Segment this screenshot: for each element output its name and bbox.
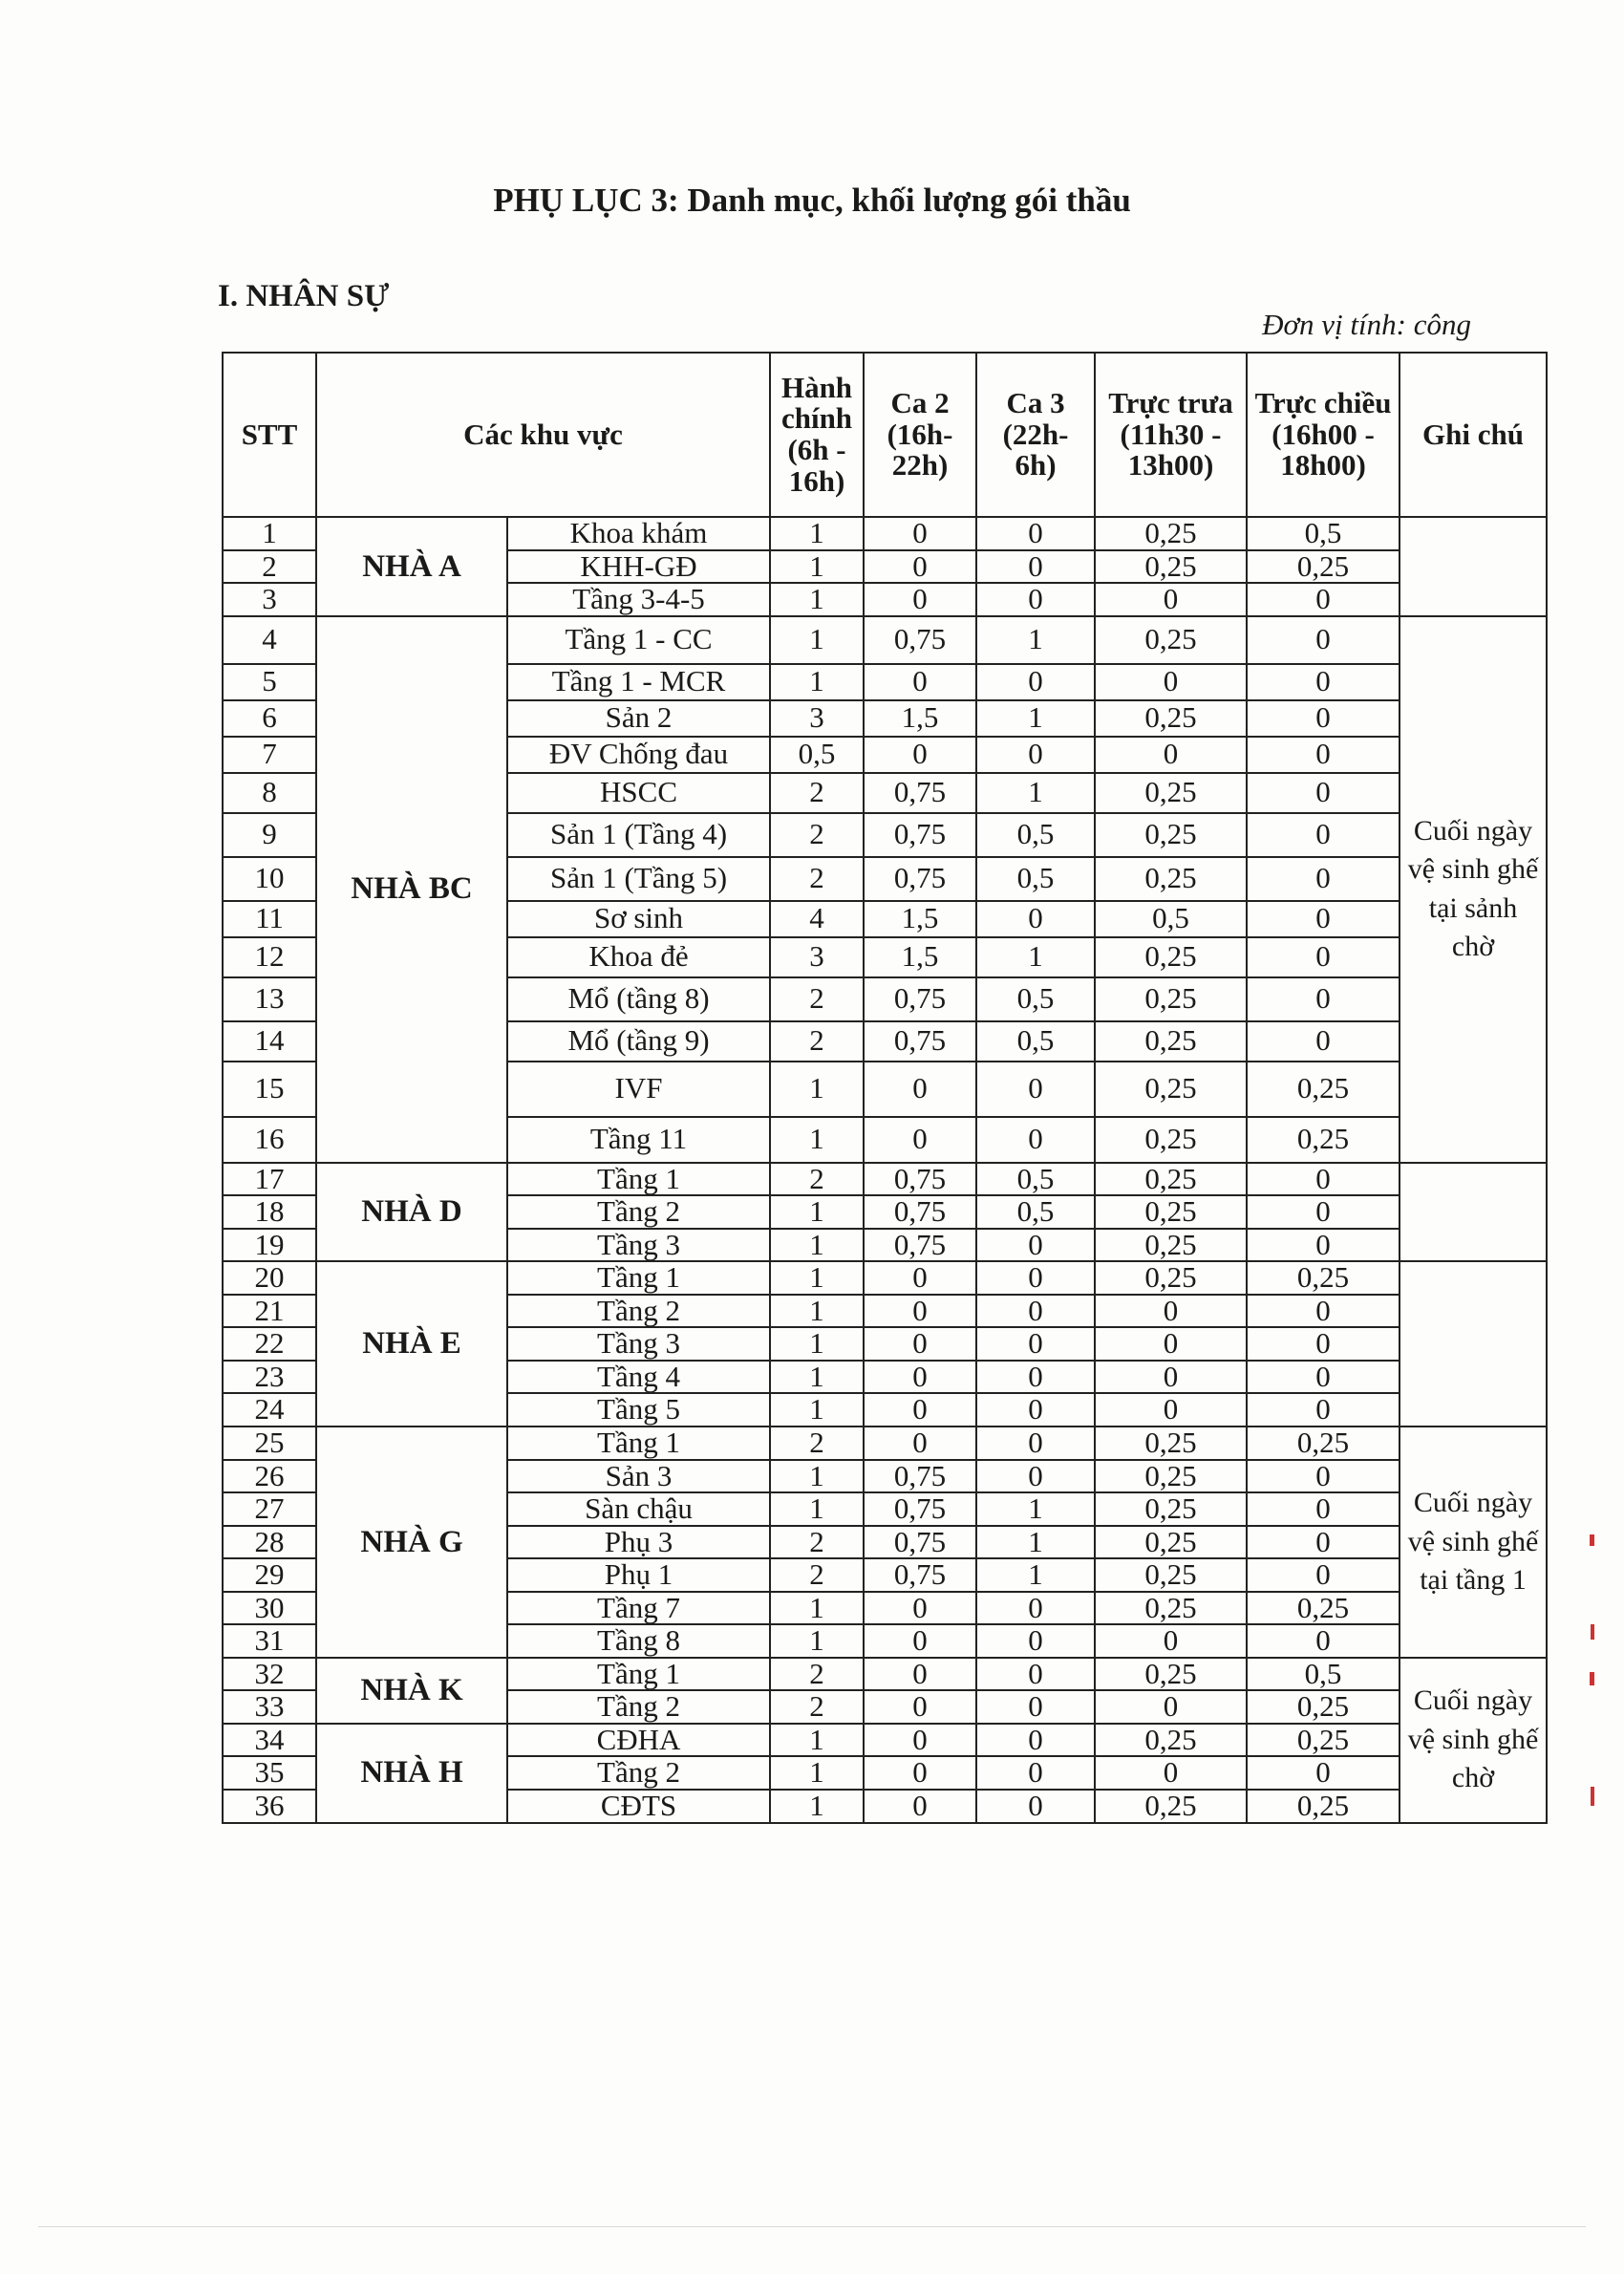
row-area: Tầng 11 bbox=[507, 1117, 770, 1163]
row-stt: 25 bbox=[223, 1427, 316, 1460]
building-name: NHÀ D bbox=[316, 1163, 507, 1262]
row-hanh-chinh: 1 bbox=[770, 1229, 864, 1262]
row-stt: 34 bbox=[223, 1724, 316, 1757]
row-area: KHH-GĐ bbox=[507, 550, 770, 584]
row-note: Cuối ngày vệ sinh ghế tại sảnh chờ bbox=[1400, 616, 1547, 1163]
row-ca-3: 0 bbox=[976, 1062, 1095, 1117]
row-note bbox=[1400, 517, 1547, 616]
row-hanh-chinh: 3 bbox=[770, 937, 864, 977]
row-area: Tầng 2 bbox=[507, 1756, 770, 1790]
row-truc-chieu: 0 bbox=[1247, 1393, 1400, 1427]
row-hanh-chinh: 1 bbox=[770, 1592, 864, 1625]
row-truc-chieu: 0,25 bbox=[1247, 1690, 1400, 1724]
header-ca-3: Ca 3 (22h- 6h) bbox=[976, 353, 1095, 517]
row-truc-chieu: 0,25 bbox=[1247, 550, 1400, 584]
row-hanh-chinh: 3 bbox=[770, 700, 864, 737]
header-ca-2: Ca 2 (16h- 22h) bbox=[864, 353, 976, 517]
row-hanh-chinh: 2 bbox=[770, 1526, 864, 1559]
row-hanh-chinh: 2 bbox=[770, 773, 864, 813]
row-truc-trua: 0 bbox=[1095, 1690, 1247, 1724]
row-truc-trua: 0,5 bbox=[1095, 901, 1247, 937]
row-ca-3: 0 bbox=[976, 1724, 1095, 1757]
row-ca-3: 1 bbox=[976, 1526, 1095, 1559]
row-ca-3: 0,5 bbox=[976, 1021, 1095, 1062]
row-ca-2: 0 bbox=[864, 1592, 976, 1625]
page-title: PHỤ LỤC 3: Danh mục, khối lượng gói thầu bbox=[493, 182, 1131, 219]
row-stt: 21 bbox=[223, 1295, 316, 1328]
row-truc-chieu: 0,25 bbox=[1247, 1790, 1400, 1823]
row-hanh-chinh: 1 bbox=[770, 1327, 864, 1361]
row-truc-chieu: 0,25 bbox=[1247, 1427, 1400, 1460]
row-stt: 27 bbox=[223, 1492, 316, 1526]
table-header-row bbox=[223, 353, 1547, 517]
row-note: Cuối ngày vệ sinh ghế tại tầng 1 bbox=[1400, 1427, 1547, 1658]
row-area: Sản 1 (Tầng 5) bbox=[507, 857, 770, 901]
row-area: Tầng 7 bbox=[507, 1592, 770, 1625]
row-truc-trua: 0,25 bbox=[1095, 857, 1247, 901]
row-truc-trua: 0,25 bbox=[1095, 550, 1247, 584]
row-area: Tầng 1 bbox=[507, 1261, 770, 1295]
row-stt: 8 bbox=[223, 773, 316, 813]
row-stt: 9 bbox=[223, 813, 316, 857]
row-hanh-chinh: 2 bbox=[770, 977, 864, 1021]
row-hanh-chinh: 1 bbox=[770, 1117, 864, 1163]
row-truc-trua: 0,25 bbox=[1095, 1658, 1247, 1691]
row-ca-3: 0 bbox=[976, 901, 1095, 937]
row-area: Phụ 3 bbox=[507, 1526, 770, 1559]
table-row bbox=[223, 1427, 1547, 1460]
row-ca-2: 0 bbox=[864, 1756, 976, 1790]
row-ca-3: 1 bbox=[976, 616, 1095, 664]
row-truc-trua: 0 bbox=[1095, 1624, 1247, 1658]
row-stt: 13 bbox=[223, 977, 316, 1021]
row-truc-trua: 0,25 bbox=[1095, 813, 1247, 857]
row-hanh-chinh: 4 bbox=[770, 901, 864, 937]
row-truc-trua: 0,25 bbox=[1095, 517, 1247, 550]
row-ca-3: 0,5 bbox=[976, 1163, 1095, 1196]
row-note bbox=[1400, 1163, 1547, 1262]
red-ink-mark bbox=[1591, 1624, 1594, 1640]
row-truc-trua: 0 bbox=[1095, 1393, 1247, 1427]
row-ca-2: 0 bbox=[864, 583, 976, 616]
table-body bbox=[223, 517, 1547, 1823]
row-ca-2: 1,5 bbox=[864, 700, 976, 737]
row-ca-2: 0 bbox=[864, 1427, 976, 1460]
row-truc-trua: 0 bbox=[1095, 1327, 1247, 1361]
row-truc-trua: 0,25 bbox=[1095, 1492, 1247, 1526]
row-truc-chieu: 0 bbox=[1247, 1756, 1400, 1790]
row-ca-3: 1 bbox=[976, 937, 1095, 977]
row-truc-trua: 0 bbox=[1095, 737, 1247, 773]
building-name: NHÀ E bbox=[316, 1261, 507, 1427]
row-ca-3: 1 bbox=[976, 700, 1095, 737]
row-truc-chieu: 0,5 bbox=[1247, 517, 1400, 550]
row-truc-trua: 0,25 bbox=[1095, 1460, 1247, 1493]
row-ca-2: 0,75 bbox=[864, 1526, 976, 1559]
row-stt: 18 bbox=[223, 1195, 316, 1229]
table-row bbox=[223, 1658, 1547, 1691]
row-stt: 17 bbox=[223, 1163, 316, 1196]
row-area: Tầng 2 bbox=[507, 1690, 770, 1724]
row-truc-trua: 0,25 bbox=[1095, 1062, 1247, 1117]
header-truc-trua: Trực trưa (11h30 - 13h00) bbox=[1095, 353, 1247, 517]
row-truc-trua: 0,25 bbox=[1095, 1261, 1247, 1295]
row-ca-2: 0 bbox=[864, 1261, 976, 1295]
row-truc-trua: 0 bbox=[1095, 1756, 1247, 1790]
row-area: Tầng 5 bbox=[507, 1393, 770, 1427]
row-hanh-chinh: 1 bbox=[770, 550, 864, 584]
row-stt: 36 bbox=[223, 1790, 316, 1823]
row-ca-2: 0 bbox=[864, 1117, 976, 1163]
row-stt: 29 bbox=[223, 1558, 316, 1592]
table-row bbox=[223, 517, 1547, 550]
row-stt: 4 bbox=[223, 616, 316, 664]
row-ca-2: 0,75 bbox=[864, 1163, 976, 1196]
row-truc-chieu: 0,25 bbox=[1247, 1592, 1400, 1625]
row-stt: 24 bbox=[223, 1393, 316, 1427]
row-ca-2: 0,75 bbox=[864, 1195, 976, 1229]
row-hanh-chinh: 0,5 bbox=[770, 737, 864, 773]
row-ca-2: 0 bbox=[864, 1295, 976, 1328]
row-area: Khoa khám bbox=[507, 517, 770, 550]
row-stt: 10 bbox=[223, 857, 316, 901]
building-name: NHÀ H bbox=[316, 1724, 507, 1823]
row-area: Khoa đẻ bbox=[507, 937, 770, 977]
row-note bbox=[1400, 1261, 1547, 1427]
header-hanh-chinh: Hành chính (6h - 16h) bbox=[770, 353, 864, 517]
row-ca-2: 0 bbox=[864, 1062, 976, 1117]
row-area: Mổ (tầng 8) bbox=[507, 977, 770, 1021]
row-hanh-chinh: 1 bbox=[770, 1460, 864, 1493]
row-hanh-chinh: 1 bbox=[770, 1261, 864, 1295]
row-truc-chieu: 0 bbox=[1247, 937, 1400, 977]
row-truc-trua: 0,25 bbox=[1095, 1790, 1247, 1823]
row-truc-trua: 0 bbox=[1095, 1361, 1247, 1394]
row-stt: 1 bbox=[223, 517, 316, 550]
row-truc-chieu: 0 bbox=[1247, 857, 1400, 901]
red-ink-mark bbox=[1591, 1787, 1594, 1806]
row-truc-chieu: 0 bbox=[1247, 1163, 1400, 1196]
row-area: Tầng 1 - MCR bbox=[507, 664, 770, 700]
unit-note: Đơn vị tính: công bbox=[1262, 308, 1471, 341]
row-ca-3: 0,5 bbox=[976, 857, 1095, 901]
row-area: Sản 2 bbox=[507, 700, 770, 737]
row-truc-chieu: 0 bbox=[1247, 700, 1400, 737]
row-truc-chieu: 0,5 bbox=[1247, 1658, 1400, 1691]
row-hanh-chinh: 1 bbox=[770, 1393, 864, 1427]
row-area: Mổ (tầng 9) bbox=[507, 1021, 770, 1062]
row-ca-3: 1 bbox=[976, 773, 1095, 813]
row-ca-3: 1 bbox=[976, 1492, 1095, 1526]
row-ca-2: 0,75 bbox=[864, 977, 976, 1021]
row-ca-2: 0 bbox=[864, 664, 976, 700]
row-stt: 15 bbox=[223, 1062, 316, 1117]
row-ca-3: 0,5 bbox=[976, 977, 1095, 1021]
row-hanh-chinh: 1 bbox=[770, 664, 864, 700]
row-hanh-chinh: 2 bbox=[770, 1558, 864, 1592]
row-ca-3: 0 bbox=[976, 1790, 1095, 1823]
row-truc-trua: 0,25 bbox=[1095, 700, 1247, 737]
row-stt: 3 bbox=[223, 583, 316, 616]
row-stt: 14 bbox=[223, 1021, 316, 1062]
row-area: Tầng 3-4-5 bbox=[507, 583, 770, 616]
row-truc-chieu: 0 bbox=[1247, 737, 1400, 773]
row-truc-chieu: 0 bbox=[1247, 1229, 1400, 1262]
row-ca-2: 0,75 bbox=[864, 813, 976, 857]
row-ca-3: 0 bbox=[976, 1756, 1095, 1790]
row-truc-chieu: 0 bbox=[1247, 1021, 1400, 1062]
row-area: IVF bbox=[507, 1062, 770, 1117]
row-truc-trua: 0,25 bbox=[1095, 1195, 1247, 1229]
row-area: CĐTS bbox=[507, 1790, 770, 1823]
section-heading: I. NHÂN SỰ bbox=[218, 279, 390, 313]
row-ca-3: 0 bbox=[976, 1624, 1095, 1658]
row-truc-trua: 0,25 bbox=[1095, 977, 1247, 1021]
row-truc-chieu: 0 bbox=[1247, 1558, 1400, 1592]
row-area: Tầng 3 bbox=[507, 1327, 770, 1361]
header-stt: STT bbox=[223, 353, 316, 517]
row-stt: 23 bbox=[223, 1361, 316, 1394]
row-area: Tầng 3 bbox=[507, 1229, 770, 1262]
row-stt: 35 bbox=[223, 1756, 316, 1790]
row-truc-trua: 0,25 bbox=[1095, 1117, 1247, 1163]
table-row bbox=[223, 1261, 1547, 1295]
row-truc-trua: 0,25 bbox=[1095, 1427, 1247, 1460]
row-ca-2: 0 bbox=[864, 1361, 976, 1394]
row-area: Tầng 4 bbox=[507, 1361, 770, 1394]
staffing-table bbox=[222, 352, 1548, 1824]
row-area: Sơ sinh bbox=[507, 901, 770, 937]
row-area: Tầng 1 bbox=[507, 1658, 770, 1691]
row-area: Sản 3 bbox=[507, 1460, 770, 1493]
row-truc-chieu: 0 bbox=[1247, 901, 1400, 937]
row-stt: 28 bbox=[223, 1526, 316, 1559]
row-ca-2: 0 bbox=[864, 1658, 976, 1691]
red-ink-mark bbox=[1590, 1672, 1594, 1685]
row-truc-chieu: 0,25 bbox=[1247, 1062, 1400, 1117]
row-area: Phụ 1 bbox=[507, 1558, 770, 1592]
row-ca-2: 0,75 bbox=[864, 616, 976, 664]
row-ca-3: 0 bbox=[976, 1658, 1095, 1691]
row-ca-3: 0 bbox=[976, 583, 1095, 616]
header-ghi-chu: Ghi chú bbox=[1400, 353, 1547, 517]
row-truc-chieu: 0 bbox=[1247, 583, 1400, 616]
row-truc-chieu: 0 bbox=[1247, 1624, 1400, 1658]
row-stt: 22 bbox=[223, 1327, 316, 1361]
row-area: Tầng 1 - CC bbox=[507, 616, 770, 664]
row-ca-2: 0 bbox=[864, 517, 976, 550]
row-stt: 12 bbox=[223, 937, 316, 977]
scan-edge-line bbox=[38, 2226, 1586, 2227]
row-stt: 26 bbox=[223, 1460, 316, 1493]
row-stt: 7 bbox=[223, 737, 316, 773]
row-truc-chieu: 0 bbox=[1247, 1295, 1400, 1328]
row-hanh-chinh: 2 bbox=[770, 1690, 864, 1724]
row-area: ĐV Chống đau bbox=[507, 737, 770, 773]
row-truc-trua: 0,25 bbox=[1095, 1229, 1247, 1262]
row-ca-2: 0,75 bbox=[864, 1460, 976, 1493]
row-ca-3: 0 bbox=[976, 1592, 1095, 1625]
row-area: Tầng 1 bbox=[507, 1163, 770, 1196]
row-ca-2: 0,75 bbox=[864, 773, 976, 813]
row-ca-2: 0,75 bbox=[864, 1558, 976, 1592]
row-ca-3: 0 bbox=[976, 1261, 1095, 1295]
row-hanh-chinh: 1 bbox=[770, 1295, 864, 1328]
row-ca-3: 0 bbox=[976, 1117, 1095, 1163]
row-ca-2: 0 bbox=[864, 1790, 976, 1823]
row-truc-chieu: 0 bbox=[1247, 1460, 1400, 1493]
row-ca-3: 0 bbox=[976, 1690, 1095, 1724]
row-truc-trua: 0,25 bbox=[1095, 1021, 1247, 1062]
row-truc-trua: 0,25 bbox=[1095, 1558, 1247, 1592]
row-truc-trua: 0,25 bbox=[1095, 1526, 1247, 1559]
row-hanh-chinh: 1 bbox=[770, 1195, 864, 1229]
row-ca-2: 0,75 bbox=[864, 1021, 976, 1062]
row-truc-chieu: 0 bbox=[1247, 1361, 1400, 1394]
row-hanh-chinh: 2 bbox=[770, 1021, 864, 1062]
row-area: CĐHA bbox=[507, 1724, 770, 1757]
header-truc-chieu: Trực chiều (16h00 - 18h00) bbox=[1247, 353, 1400, 517]
row-ca-3: 0 bbox=[976, 1327, 1095, 1361]
row-ca-2: 0,75 bbox=[864, 857, 976, 901]
row-truc-trua: 0 bbox=[1095, 1295, 1247, 1328]
row-truc-trua: 0,25 bbox=[1095, 937, 1247, 977]
row-area: Tầng 8 bbox=[507, 1624, 770, 1658]
row-ca-3: 0 bbox=[976, 1393, 1095, 1427]
row-ca-3: 0 bbox=[976, 1460, 1095, 1493]
building-name: NHÀ BC bbox=[316, 616, 507, 1163]
row-hanh-chinh: 1 bbox=[770, 1361, 864, 1394]
row-truc-trua: 0,25 bbox=[1095, 1724, 1247, 1757]
row-stt: 19 bbox=[223, 1229, 316, 1262]
row-ca-3: 0 bbox=[976, 664, 1095, 700]
row-area: Tầng 2 bbox=[507, 1195, 770, 1229]
row-hanh-chinh: 1 bbox=[770, 1724, 864, 1757]
row-ca-3: 0,5 bbox=[976, 1195, 1095, 1229]
row-stt: 16 bbox=[223, 1117, 316, 1163]
row-hanh-chinh: 1 bbox=[770, 1492, 864, 1526]
row-ca-2: 0,75 bbox=[864, 1229, 976, 1262]
red-ink-mark bbox=[1590, 1534, 1594, 1546]
header-area: Các khu vực bbox=[316, 353, 770, 517]
row-area: Tầng 1 bbox=[507, 1427, 770, 1460]
row-truc-trua: 0,25 bbox=[1095, 773, 1247, 813]
row-ca-3: 1 bbox=[976, 1558, 1095, 1592]
row-ca-2: 0 bbox=[864, 1393, 976, 1427]
row-truc-chieu: 0,25 bbox=[1247, 1117, 1400, 1163]
row-truc-trua: 0 bbox=[1095, 664, 1247, 700]
table-row bbox=[223, 616, 1547, 664]
row-area: Tầng 2 bbox=[507, 1295, 770, 1328]
row-stt: 20 bbox=[223, 1261, 316, 1295]
row-stt: 2 bbox=[223, 550, 316, 584]
row-hanh-chinh: 2 bbox=[770, 1427, 864, 1460]
row-ca-3: 0 bbox=[976, 737, 1095, 773]
row-truc-chieu: 0,25 bbox=[1247, 1261, 1400, 1295]
row-ca-2: 0 bbox=[864, 737, 976, 773]
row-hanh-chinh: 1 bbox=[770, 1624, 864, 1658]
row-truc-trua: 0,25 bbox=[1095, 1592, 1247, 1625]
row-ca-3: 0,5 bbox=[976, 813, 1095, 857]
row-stt: 33 bbox=[223, 1690, 316, 1724]
row-stt: 32 bbox=[223, 1658, 316, 1691]
row-ca-3: 0 bbox=[976, 1295, 1095, 1328]
row-truc-chieu: 0 bbox=[1247, 1195, 1400, 1229]
row-ca-3: 0 bbox=[976, 550, 1095, 584]
row-ca-2: 0 bbox=[864, 1690, 976, 1724]
row-ca-3: 0 bbox=[976, 1427, 1095, 1460]
row-hanh-chinh: 2 bbox=[770, 813, 864, 857]
row-ca-3: 0 bbox=[976, 1361, 1095, 1394]
row-area: Sàn chậu bbox=[507, 1492, 770, 1526]
row-ca-2: 0 bbox=[864, 1724, 976, 1757]
table-row bbox=[223, 1724, 1547, 1757]
row-truc-chieu: 0 bbox=[1247, 1526, 1400, 1559]
row-stt: 6 bbox=[223, 700, 316, 737]
row-ca-2: 0 bbox=[864, 550, 976, 584]
row-ca-2: 0,75 bbox=[864, 1492, 976, 1526]
row-hanh-chinh: 2 bbox=[770, 857, 864, 901]
row-hanh-chinh: 2 bbox=[770, 1163, 864, 1196]
row-note: Cuối ngày vệ sinh ghế chờ bbox=[1400, 1658, 1547, 1823]
row-hanh-chinh: 1 bbox=[770, 616, 864, 664]
row-stt: 5 bbox=[223, 664, 316, 700]
row-hanh-chinh: 2 bbox=[770, 1658, 864, 1691]
row-hanh-chinh: 1 bbox=[770, 1790, 864, 1823]
row-truc-chieu: 0 bbox=[1247, 977, 1400, 1021]
row-hanh-chinh: 1 bbox=[770, 1756, 864, 1790]
row-ca-2: 0 bbox=[864, 1327, 976, 1361]
row-truc-trua: 0,25 bbox=[1095, 616, 1247, 664]
row-stt: 31 bbox=[223, 1624, 316, 1658]
building-name: NHÀ K bbox=[316, 1658, 507, 1724]
row-ca-3: 0 bbox=[976, 1229, 1095, 1262]
row-truc-trua: 0,25 bbox=[1095, 1163, 1247, 1196]
row-truc-chieu: 0 bbox=[1247, 616, 1400, 664]
building-name: NHÀ G bbox=[316, 1427, 507, 1658]
row-ca-3: 0 bbox=[976, 517, 1095, 550]
row-truc-chieu: 0 bbox=[1247, 813, 1400, 857]
row-ca-2: 1,5 bbox=[864, 937, 976, 977]
row-truc-chieu: 0 bbox=[1247, 664, 1400, 700]
row-truc-chieu: 0 bbox=[1247, 773, 1400, 813]
row-hanh-chinh: 1 bbox=[770, 1062, 864, 1117]
row-stt: 11 bbox=[223, 901, 316, 937]
row-truc-trua: 0 bbox=[1095, 583, 1247, 616]
row-truc-chieu: 0 bbox=[1247, 1327, 1400, 1361]
row-hanh-chinh: 1 bbox=[770, 517, 864, 550]
row-truc-chieu: 0,25 bbox=[1247, 1724, 1400, 1757]
row-ca-2: 1,5 bbox=[864, 901, 976, 937]
row-ca-2: 0 bbox=[864, 1624, 976, 1658]
building-name: NHÀ A bbox=[316, 517, 507, 616]
row-stt: 30 bbox=[223, 1592, 316, 1625]
table-row bbox=[223, 1163, 1547, 1196]
row-area: HSCC bbox=[507, 773, 770, 813]
row-area: Sản 1 (Tầng 4) bbox=[507, 813, 770, 857]
row-hanh-chinh: 1 bbox=[770, 583, 864, 616]
row-truc-chieu: 0 bbox=[1247, 1492, 1400, 1526]
